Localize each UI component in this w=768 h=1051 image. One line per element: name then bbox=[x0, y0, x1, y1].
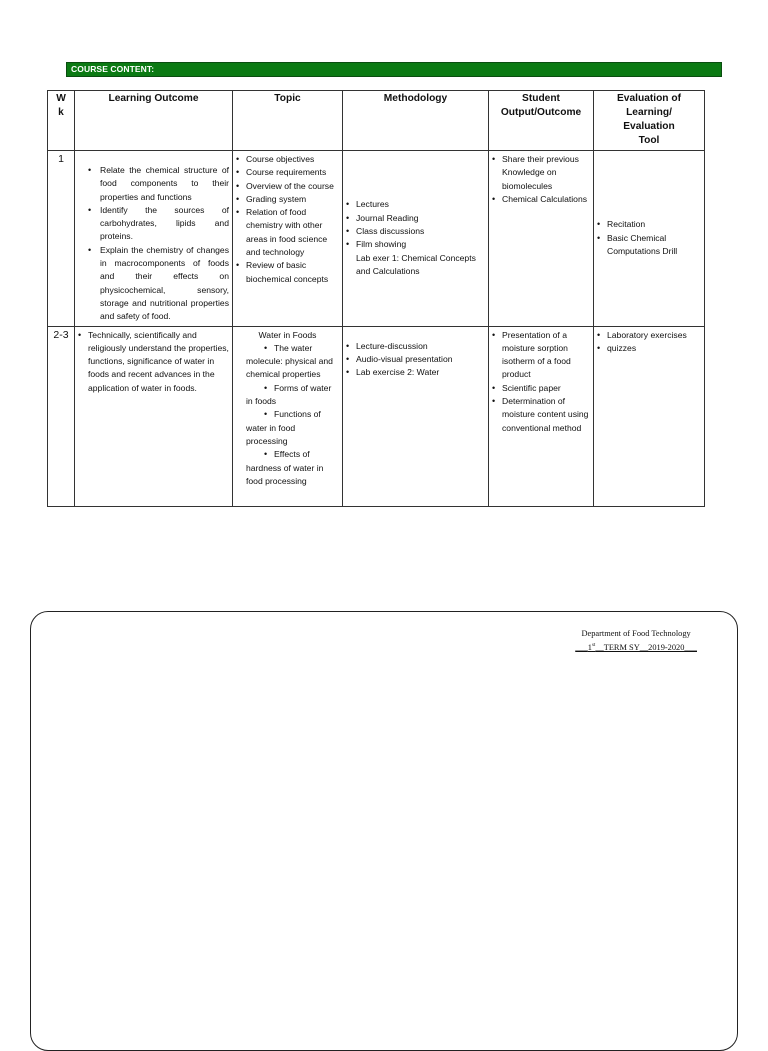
department-name: Department of Food Technology bbox=[581, 629, 691, 638]
list-item: • Share their previous Knowledge on biomolecules bbox=[492, 153, 590, 193]
list-item: • Chemical Calculations bbox=[492, 193, 590, 206]
course-content-bar bbox=[66, 62, 722, 77]
table-header-row bbox=[48, 91, 705, 151]
list-item: • Recitation bbox=[597, 218, 701, 231]
page-frame bbox=[30, 611, 738, 1051]
lab-exercise-text: Lab exer 1: Chemical Concepts and Calculations bbox=[356, 252, 476, 276]
list-item: • Presentation of a moisture sorption isotherm of a food product bbox=[492, 329, 590, 382]
term-line: ___1st__TERM SY__2019-2020___ bbox=[575, 642, 697, 652]
list-item: • Forms of water in foods bbox=[236, 382, 339, 409]
week-cell: 2-3 bbox=[48, 326, 75, 506]
student-output-cell bbox=[489, 326, 594, 506]
header-student-output: Student Output/Outcome bbox=[489, 91, 594, 151]
topic-cell bbox=[233, 326, 343, 506]
list-item: • Grading system bbox=[236, 193, 339, 206]
list-item: • Journal Reading bbox=[346, 212, 485, 225]
table-row bbox=[48, 151, 705, 327]
section-title: COURSE CONTENT: bbox=[71, 64, 155, 74]
list-item: • Course objectives bbox=[236, 153, 339, 166]
list-item: • The water molecule: physical and chemical properties bbox=[236, 342, 339, 382]
list-item: • Relate the chemical structure of food components to their properties and functions bbox=[88, 164, 229, 204]
student-output-cell bbox=[489, 151, 594, 327]
header-evaluation: Evaluation of Learning/ Evaluation Tool bbox=[594, 91, 705, 151]
list-item: • Lectures bbox=[346, 198, 485, 211]
topic-cell bbox=[233, 151, 343, 327]
department-header bbox=[575, 628, 697, 654]
list-item: • Class discussions bbox=[346, 225, 485, 238]
evaluation-cell bbox=[594, 151, 705, 327]
list-item: • Course requirements bbox=[236, 166, 339, 179]
methodology-cell bbox=[343, 151, 489, 327]
list-item: • Audio-visual presentation bbox=[346, 353, 485, 366]
topic-title: Water in Foods bbox=[258, 329, 317, 340]
week-cell: 1 bbox=[48, 151, 75, 327]
list-item: • Relation of food chemistry with other areas in food science and technology bbox=[236, 206, 339, 259]
header-methodology: Methodology bbox=[343, 91, 489, 151]
list-item: • Basic Chemical Computations Drill bbox=[597, 232, 701, 259]
list-item: • Effects of hardness of water in food processing bbox=[236, 448, 339, 488]
list-item: • Functions of water in food processing bbox=[236, 408, 339, 448]
list-item: • Lecture-discussion bbox=[346, 340, 485, 353]
list-item: • Scientific paper bbox=[492, 382, 590, 395]
list-item: • Lab exercise 2: Water bbox=[346, 366, 485, 379]
list-item: • Overview of the course bbox=[236, 180, 339, 193]
list-item: • Determination of moisture content using conventional method bbox=[492, 395, 590, 435]
table-row bbox=[48, 326, 705, 506]
list-item: • Review of basic biochemical concepts bbox=[236, 259, 339, 286]
list-item: • Film showing bbox=[346, 238, 485, 251]
learning-outcome-cell bbox=[75, 151, 233, 327]
methodology-cell bbox=[343, 326, 489, 506]
header-week: W k bbox=[48, 91, 75, 151]
list-item: • Identify the sources of carbohydrates, lipids and proteins. bbox=[88, 204, 229, 244]
list-item: • Technically, scientifically and religiously understand the properties, functions, significance of water in foods and recent advances in the application of water in foods. bbox=[78, 329, 229, 395]
course-content-table bbox=[47, 90, 705, 507]
evaluation-cell bbox=[594, 326, 705, 506]
learning-outcome-cell bbox=[75, 326, 233, 506]
list-item: • Explain the chemistry of changes in macrocomponents of foods and their effects on physicochemical, sensory, storage and nutritional properties and safety of food. bbox=[88, 244, 229, 324]
header-learning-outcome: Learning Outcome bbox=[75, 91, 233, 151]
list-item: • Laboratory exercises bbox=[597, 329, 701, 342]
header-topic: Topic bbox=[233, 91, 343, 151]
list-item: • quizzes bbox=[597, 342, 701, 355]
